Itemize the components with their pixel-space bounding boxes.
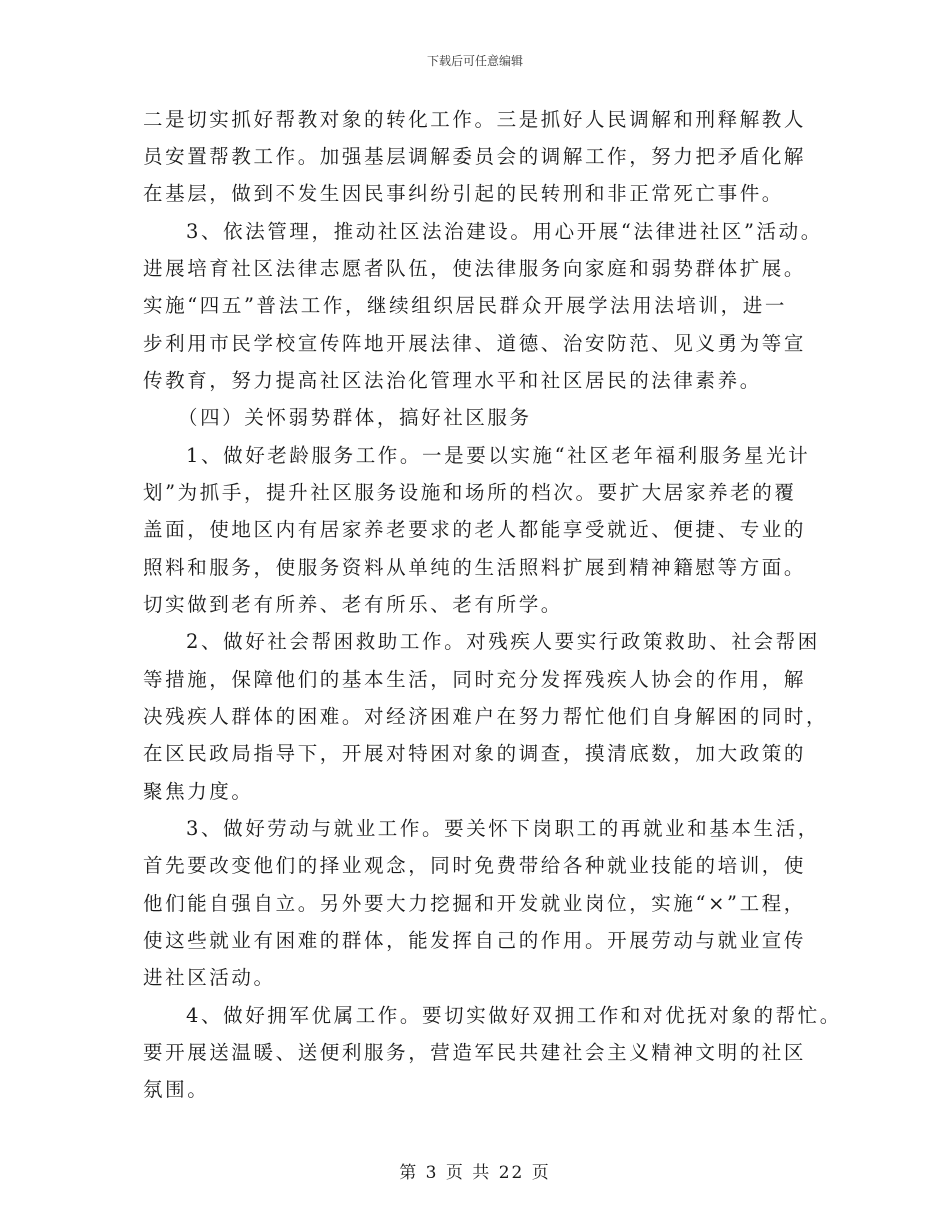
text-line: 照料和服务，使服务资料从单纯的生活照料扩展到精神籍慰等方面。 bbox=[143, 556, 807, 579]
text-line: 决残疾人群体的困难。对经济困难户在努力帮忙他们自身解困的同时， bbox=[143, 705, 829, 728]
text-line: 二是切实抓好帮教对象的转化工作。三是抓好人民调解和刑释解教人 bbox=[143, 108, 807, 131]
text-line: 进社区活动。 bbox=[143, 966, 276, 989]
text-line: 在区民政局指导下，开展对特困对象的调查，摸清底数，加大政策的 bbox=[143, 742, 807, 765]
page-header: 下载后可任意编辑 bbox=[426, 54, 523, 68]
text-line: 进展培育社区法律志愿者队伍，使法律服务向家庭和弱势群体扩展。 bbox=[143, 257, 807, 280]
text-line: 在基层，做到不发生因民事纠纷引起的民转刑和非正常死亡事件。 bbox=[143, 182, 784, 205]
text-line: 步利用市民学校宣传阵地开展法律、道德、治安防范、见义勇为等宣 bbox=[143, 332, 807, 355]
text-line: 等措施，保障他们的基本生活，同时充分发挥残疾人协会的作用，解 bbox=[143, 668, 807, 691]
text-line: 4、做好拥军优属工作。要切实做好双拥工作和对优抚对象的帮忙。 bbox=[186, 1004, 842, 1027]
text-line: 使这些就业有困难的群体，能发挥自己的作用。开展劳动与就业宣传 bbox=[143, 929, 807, 952]
text-line: 传教育，努力提高社区法治化管理水平和社区居民的法律素养。 bbox=[143, 369, 762, 392]
text-line: 员安置帮教工作。加强基层调解委员会的调解工作，努力把矛盾化解 bbox=[143, 145, 807, 168]
text-line: 要开展送温暖、送便利服务，营造军民共建社会主义精神文明的社区 bbox=[143, 1041, 807, 1064]
text-line: 首先要改变他们的择业观念，同时免费带给各种就业技能的培训，使 bbox=[143, 854, 807, 877]
text-line: 实施“四五”普法工作，继续组织居民群众开展学法用法培训，进一 bbox=[143, 294, 787, 317]
text-line: 3、依法管理，推动社区法治建设。用心开展“法律进社区”活动。 bbox=[186, 220, 823, 243]
text-line: 聚焦力度。 bbox=[143, 780, 254, 803]
text-line: 划”为抓手，提升社区服务设施和场所的档次。要扩大居家养老的覆 bbox=[143, 481, 797, 504]
text-line: 他们能自强自立。另外要大力挖掘和开发就业岗位，实施“×”工程， bbox=[143, 892, 806, 915]
section-heading: （四）关怀弱势群体，搞好社区服务 bbox=[178, 406, 532, 429]
page-footer: 第 3 页 共 22 页 bbox=[399, 1163, 551, 1183]
text-line: 盖面，使地区内有居家养老要求的老人都能享受就近、便捷、专业的 bbox=[143, 518, 807, 541]
text-line: 氛围。 bbox=[143, 1078, 210, 1101]
text-line: 2、做好社会帮困救助工作。对残疾人要实行政策救助、社会帮困 bbox=[186, 630, 820, 653]
text-line: 1、做好老龄服务工作。一是要以实施“社区老年福利服务星光计 bbox=[186, 444, 811, 467]
text-line: 3、做好劳动与就业工作。要关怀下岗职工的再就业和基本生活， bbox=[186, 817, 820, 840]
text-line: 切实做到老有所养、老有所乐、老有所学。 bbox=[143, 593, 563, 616]
